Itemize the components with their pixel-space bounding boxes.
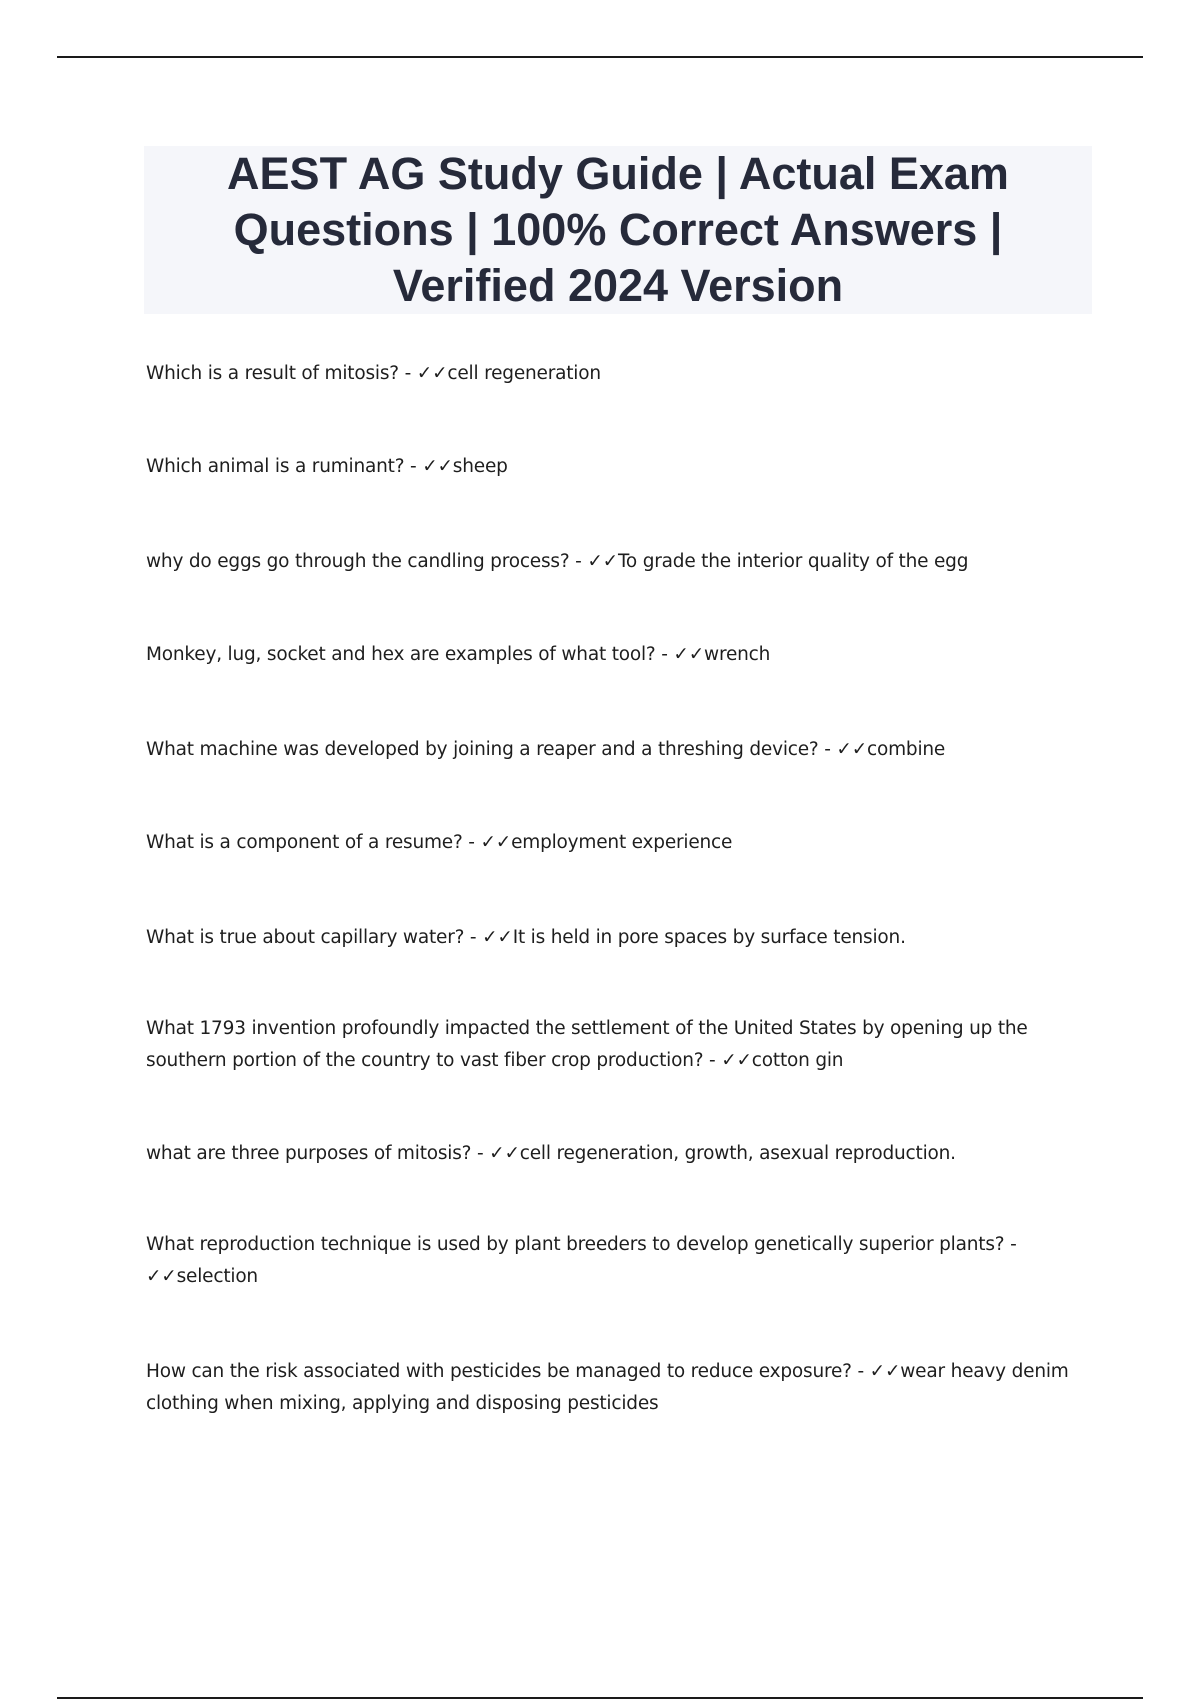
separator: - [398,363,417,384]
check-icon: ✓✓ [721,1050,752,1071]
answer-text: combine [867,739,946,760]
answer-text: selection [176,1266,258,1287]
check-icon: ✓✓ [416,363,448,384]
qa-item [146,1013,1086,1077]
qa-item [146,451,1086,483]
qa-item [146,358,1086,390]
question-text: What machine was developed by joining a reaper and a threshing device? [146,739,819,760]
answer-text: cell regeneration, growth, asexual reproduction. [519,1143,956,1164]
document-title [144,146,1092,314]
question-text: What is a component of a resume? [146,832,463,853]
answer-text: cell regeneration [447,363,601,384]
question-text: Which animal is a ruminant? [146,456,405,477]
separator: - [464,927,483,948]
answer-text: cotton gin [751,1050,844,1071]
separator: - [818,739,837,760]
qa-item [146,1229,1086,1293]
check-icon: ✓✓ [836,739,868,760]
bottom-rule [57,1697,1143,1699]
qa-item [146,922,1086,954]
question-text: Monkey, lug, socket and hex are examples of what tool? [146,644,656,665]
question-text: why do eggs go through the candling process? [146,551,570,572]
title-line: AEST AG Study Guide | Actual Exam [227,148,1009,199]
separator: - [471,1143,490,1164]
title-line: Questions | 100% Correct Answers | [233,204,1003,255]
qa-item [146,639,1086,671]
title-line: Verified 2024 Version [392,260,844,311]
question-text: what are three purposes of mitosis? [146,1143,472,1164]
question-text: Which is a result of mitosis? [146,363,399,384]
question-text: What reproduction technique is used by plant breeders to develop genetically superior plants? [146,1234,1005,1255]
qa-item [146,1356,1086,1420]
check-icon: ✓✓ [673,644,705,665]
check-icon: ✓✓ [422,456,453,477]
qa-item [146,734,1086,766]
separator: - [1004,1234,1017,1255]
qa-item [146,546,1086,578]
question-text: What 1793 invention profoundly impacted the settlement of the United States by opening up the southern portion of the country to vast fiber crop production? [146,1018,1028,1071]
answer-text: sheep [452,456,508,477]
answer-text: To grade the interior quality of the egg [617,551,969,572]
separator: - [569,551,588,572]
answer-text: wear heavy denim clothing when mixing, applying and disposing pesticides [146,1361,1069,1414]
question-text: How can the risk associated with pesticides be managed to reduce exposure? [146,1361,852,1382]
qa-item [146,1138,1086,1170]
answer-text: It is held in pore spaces by surface tension. [512,927,906,948]
top-rule [57,56,1143,58]
check-icon: ✓✓ [146,1266,177,1287]
check-icon: ✓✓ [482,927,513,948]
check-icon: ✓✓ [489,1143,520,1164]
check-icon: ✓✓ [869,1361,901,1382]
separator: - [404,456,423,477]
question-text: What is true about capillary water? [146,927,465,948]
answer-text: employment experience [511,832,733,853]
check-icon: ✓✓ [480,832,512,853]
separator: - [851,1361,870,1382]
answer-text: wrench [704,644,771,665]
check-icon: ✓✓ [587,551,618,572]
separator: - [462,832,481,853]
separator: - [655,644,674,665]
separator: - [703,1050,722,1071]
qa-item [146,827,1086,859]
